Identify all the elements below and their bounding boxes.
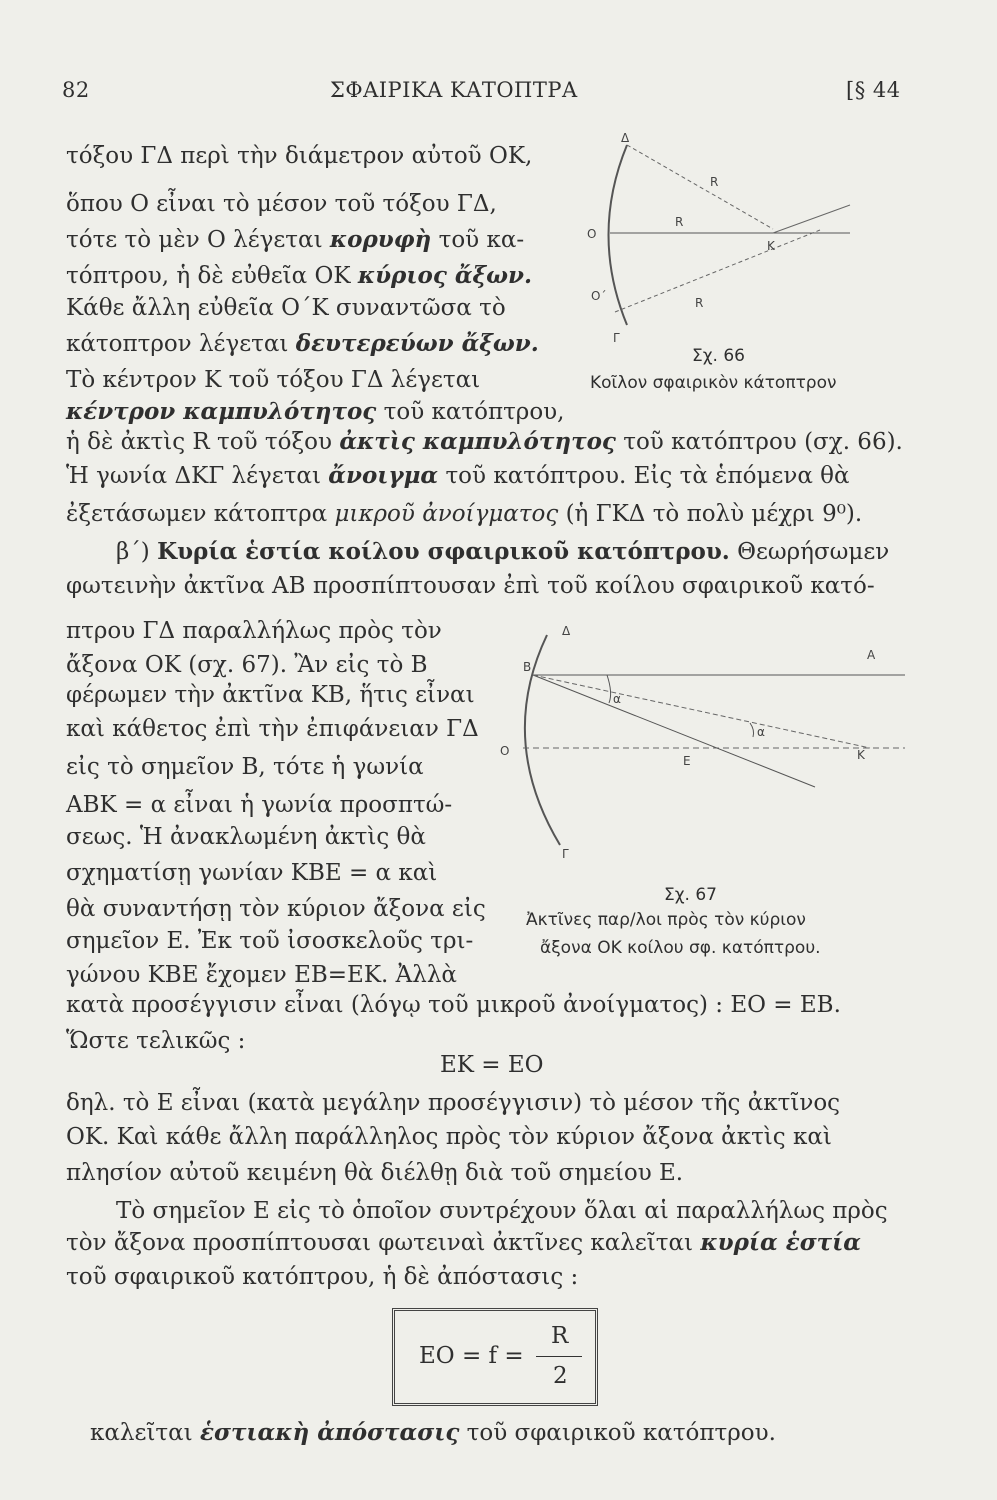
axis-extension (773, 205, 850, 233)
label-R-mid: R (675, 215, 684, 229)
label-D: Δ (621, 131, 630, 145)
text-line: σχηματίσῃ γωνίαν ΚΒΕ = α καὶ (66, 860, 438, 886)
text-line: ΑΒΚ = α εἶναι ἡ γωνία προσπτώ- (66, 792, 453, 818)
running-title: ΣΦΑΙΡΙΚΑ ΚΑΤΟΠΤΡΑ (330, 78, 578, 102)
figure-66-diagram (575, 130, 865, 350)
text-line: Τὸ κέντρον Κ τοῦ τόξου ΓΔ λέγεται (66, 367, 481, 393)
term-radius-curvature: ἀκτὶς καμπυλότητος (339, 428, 616, 455)
label-O: O (500, 744, 510, 758)
figure-66-label: Σχ. 66 (692, 346, 746, 366)
fraction-bar (536, 1356, 582, 1357)
term-aperture: ἄνοιγμα (328, 462, 439, 489)
label-K: K (857, 748, 865, 762)
text-line: τότε τὸ μὲν Ο λέγεται κορυφὴ τοῦ κα- (66, 226, 525, 253)
term-principal-focus: κυρία ἑστία (700, 1229, 861, 1256)
text-line: κέντρον καμπυλότητος τοῦ κατόπτρου, (66, 398, 565, 425)
text-line: πλησίον αὐτοῦ κειμένη θὰ διέλθῃ διὰ τοῦ σημείου Ε. (66, 1160, 684, 1186)
formula-lhs: ΕΟ = f = (419, 1343, 524, 1369)
secondary-axis-line (615, 230, 820, 312)
figure-66-caption: Κοῖλον σφαιρικὸν κάτοπτρον (590, 373, 837, 393)
text-line: φωτεινὴν ἀκτῖνα ΑΒ προσπίπτουσαν ἐπὶ τοῦ κοίλου σφαιρικοῦ κατό- (66, 573, 875, 599)
label-O: O (587, 227, 597, 241)
text-line: Ἡ γωνία ΔΚΓ λέγεται ἄνοιγμα τοῦ κατόπτρου. Εἰς τὰ ἑπόμενα θὰ (66, 462, 850, 489)
text-line: καλεῖται ἑστιακὴ ἀπόστασις τοῦ σφαιρικοῦ κατόπτρου. (90, 1419, 776, 1446)
angle-arc-2 (750, 723, 754, 737)
formula-denominator: 2 (553, 1363, 568, 1389)
text-line: φέρωμεν τὴν ἀκτῖνα ΚΒ, ἥτις εἶναι (66, 682, 475, 708)
text-line: σεως. Ἡ ἀνακλωμένη ἀκτὶς θὰ (66, 824, 426, 850)
term-principal-axis: κύριος ἄξων. (357, 262, 533, 289)
equation: ΕΚ = ΕΟ (440, 1052, 544, 1078)
text-line: θὰ συναντήσῃ τὸν κύριον ἄξονα εἰς (66, 896, 486, 922)
text-line: πτρου ΓΔ παραλλήλως πρὸς τὸν (66, 618, 442, 644)
text-line: εἰς τὸ σημεῖον Β, τότε ἡ γωνία (66, 754, 424, 780)
text-line: καὶ κάθετος ἐπὶ τὴν ἐπιφάνειαν ΓΔ (66, 716, 479, 742)
label-R-top: R (710, 175, 719, 189)
figure-67-caption-line2: ἄξονα ΟΚ κοίλου σφ. κατόπτρου. (540, 938, 821, 958)
text-line: τοῦ σφαιρικοῦ κατόπτρου, ἡ δὲ ἀπόστασις : (66, 1264, 579, 1290)
label-B: B (523, 660, 532, 674)
term-secondary-axis: δευτερεύων ἄξων. (295, 330, 539, 357)
label-Gamma: Γ (613, 331, 620, 345)
text-line: δηλ. τὸ Ε εἶναι (κατὰ μεγάλην προσέγγισιν) τὸ μέσον τῆς ἀκτῖνος (66, 1090, 841, 1116)
term-focal-length: ἑστιακὴ ἀπόστασις (200, 1419, 460, 1446)
label-O-prime: O΄ (591, 289, 607, 303)
figure-67-caption-line1: Ἀκτῖνες παρ/λοι πρὸς τὸν κύριον (526, 910, 806, 930)
text-line: τόπτρου, ἡ δὲ εὐθεῖα ΟΚ κύριος ἄξων. (66, 262, 533, 289)
figure-67-label: Σχ. 67 (664, 885, 718, 905)
normal-KB (533, 675, 870, 748)
label-A: A (867, 648, 876, 662)
text-line: κατὰ προσέγγισιν εἶναι (λόγῳ τοῦ μικροῦ ἀνοίγματος) : ΕΟ = ΕΒ. (66, 992, 841, 1018)
text-line: Ὥστε τελικῶς : (66, 1028, 246, 1054)
text-line: ὅπου Ο εἶναι τὸ μέσον τοῦ τόξου ΓΔ, (66, 191, 497, 217)
label-alpha-2: α (757, 725, 765, 739)
text-line: σημεῖον Ε. Ἐκ τοῦ ἰσοσκελοῦς τρι- (66, 928, 474, 954)
term-center-curvature: κέντρον καμπυλότητος (66, 398, 377, 425)
label-E: E (683, 754, 691, 768)
term-vertex: κορυφὴ (329, 226, 432, 253)
reflected-ray (533, 675, 815, 787)
figure-67-diagram (495, 615, 915, 875)
text-line: γώνου ΚΒΕ ἔχομεν ΕΒ=ΕΚ. Ἀλλὰ (66, 962, 457, 988)
text-line: τὸν ἄξονα προσπίπτουσαι φωτειναὶ ἀκτῖνες καλεῖται κυρία ἑστία (66, 1229, 861, 1256)
label-Gamma: Γ (562, 847, 569, 861)
text-line: ἐξετάσωμεν κάτοπτρα μικροῦ ἀνοίγματος (ἡ ΓΚΔ τὸ πολὺ μέχρι 9⁰). (66, 501, 863, 527)
text-line: Τὸ σημεῖον Ε εἰς τὸ ὁποῖον συντρέχουν ὅλαι αἱ παραλλήλως πρὸς (116, 1198, 888, 1224)
text-line: τόξου ΓΔ περὶ τὴν διάμετρον αὐτοῦ ΟΚ, (66, 143, 533, 169)
text-line: Κάθε ἄλλη εὐθεῖα Ο΄Κ συναντῶσα τὸ (66, 295, 506, 321)
text-line: ἄξονα ΟΚ (σχ. 67). Ἂν εἰς τὸ Β (66, 652, 428, 678)
mirror-arc (609, 145, 628, 325)
text-line: κάτοπτρον λέγεται δευτερεύων ἄξων. (66, 330, 539, 357)
text-line: ΟΚ. Καὶ κάθε ἄλλη παράλληλος πρὸς τὸν κύριον ἄξονα ἀκτὶς καὶ (66, 1124, 832, 1150)
angle-arc-1 (607, 675, 611, 703)
radius-line-upper (627, 145, 773, 229)
label-R-low: R (695, 296, 704, 310)
focal-length-formula (392, 1308, 598, 1406)
text-line: ἡ δὲ ἀκτὶς R τοῦ τόξου ἀκτὶς καμπυλότητος τοῦ κατόπτρου (σχ. 66). (66, 428, 903, 455)
label-D: Δ (562, 624, 571, 638)
subsection-heading: β΄) Κυρία ἑστία κοίλου σφαιρικοῦ κατόπτρου. Θεωρήσωμεν (116, 538, 890, 565)
label-alpha-1: α (613, 692, 621, 706)
formula-numerator: R (551, 1323, 569, 1349)
page-number: 82 (62, 78, 90, 102)
label-K: K (767, 239, 775, 253)
section-number: [§ 44 (846, 78, 901, 102)
